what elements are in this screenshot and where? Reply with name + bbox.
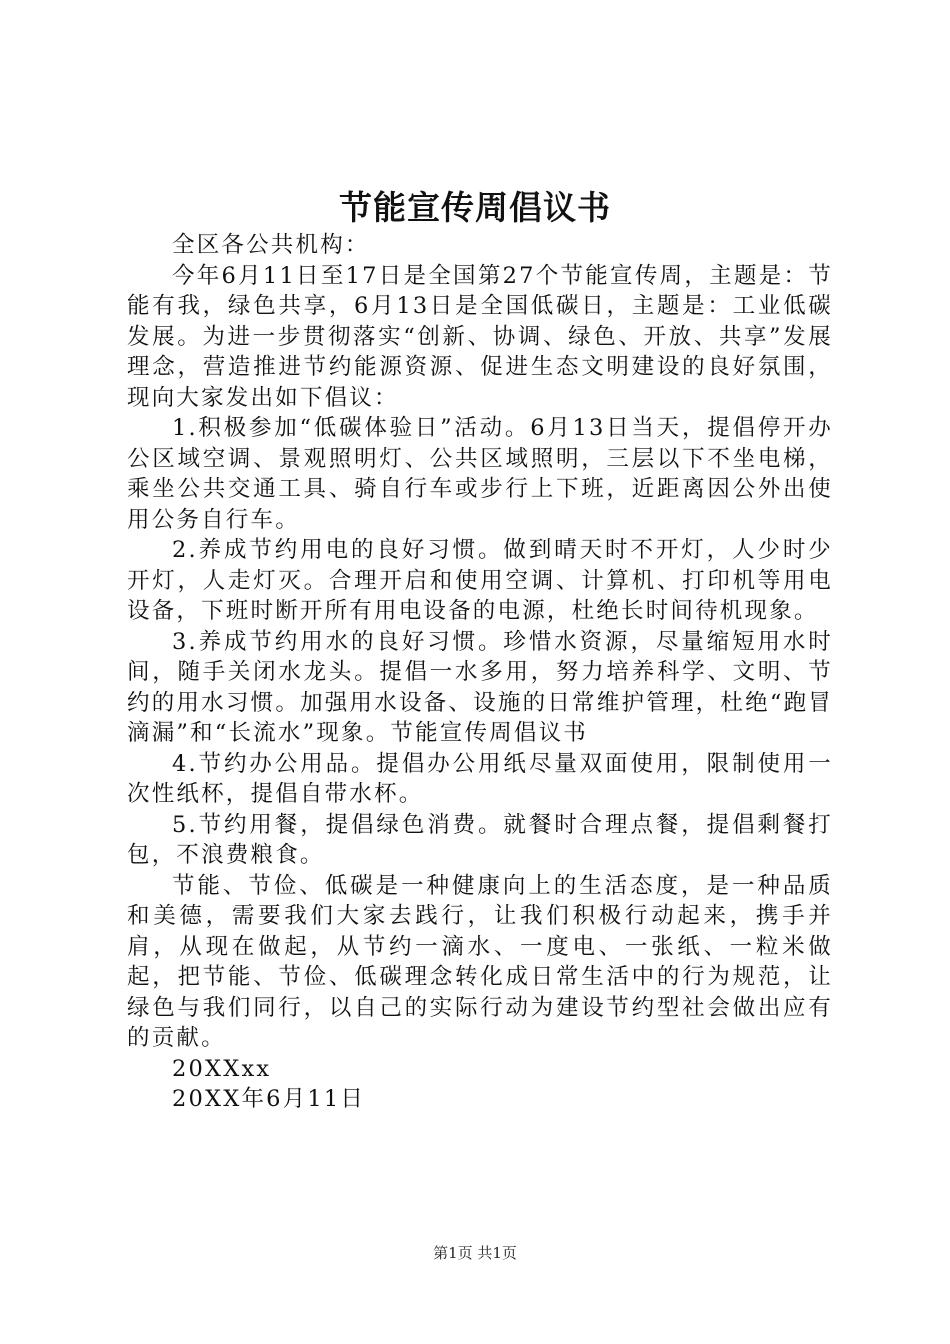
paragraph-item-5: 5.节约用餐，提倡绿色消费。就餐时合理点餐，提倡剩餐打包，不浪费粮食。 [127, 811, 833, 868]
document-title: 节能宣传周倡议书 [339, 188, 611, 227]
date: 20XX年6月11日 [172, 1086, 366, 1112]
paragraph-item-3: 3.养成节约用水的良好习惯。珍惜水资源，尽量缩短用水时间，随手关闭水龙头。提倡一水多用，努力培养科学、文明、节约的用水习惯。加强用水设备、设施的日常维护管理，杜绝“跑冒滴漏”和“长流水”现象。节能宣传周倡议书 [127, 628, 833, 746]
paragraph-closing: 节能、节俭、低碳是一种健康向上的生活态度，是一种品质和美德，需要我们大家去践行，让我们积极行动起来，携手并肩，从现在做起，从节约一滴水、一度电、一张纸、一粒米做起，把节能、节俭、低碳理念转化成日常生活中的行为规范，让绿色与我们同行，以自己的实际行动为建设节约型社会做出应有的贡献。 [127, 872, 833, 1051]
document-body [127, 230, 833, 1115]
paragraph-item-1: 1.积极参加“低碳体验日”活动。6月13日当天，提倡停开办公区域空调、景观照明灯、公共区域照明，三层以下不坐电梯，乘坐公共交通工具、骑自行车或步行上下班，近距离因公外出使用公务自行车。 [127, 415, 833, 533]
page-footer: 第1页 共1页 [433, 1244, 517, 1262]
paragraph-item-4: 4.节约办公用品。提倡办公用纸尽量双面使用，限制使用一次性纸杯，提倡自带水杯。 [127, 750, 833, 807]
paragraph-intro: 今年6月11日至17日是全国第27个节能宣传周，主题是：节能有我，绿色共享，6月13日是全国低碳日，主题是：工业低碳发展。为进一步贯彻落实“创新、协调、绿色、开放、共享”发展理念，营造推进节约能源资源、促进生态文明建设的良好氛围，现向大家发出如下倡议： [127, 262, 833, 411]
salutation: 全区各公共机构： [172, 232, 370, 258]
signature: 20XXxx [172, 1055, 272, 1082]
paragraph-item-2: 2.养成节约用电的良好习惯。做到晴天时不开灯，人少时少开灯，人走灯灭。合理开启和使用空调、计算机、打印机等用电设备，下班时断开所有用电设备的电源，杜绝长时间待机现象。 [127, 537, 833, 624]
